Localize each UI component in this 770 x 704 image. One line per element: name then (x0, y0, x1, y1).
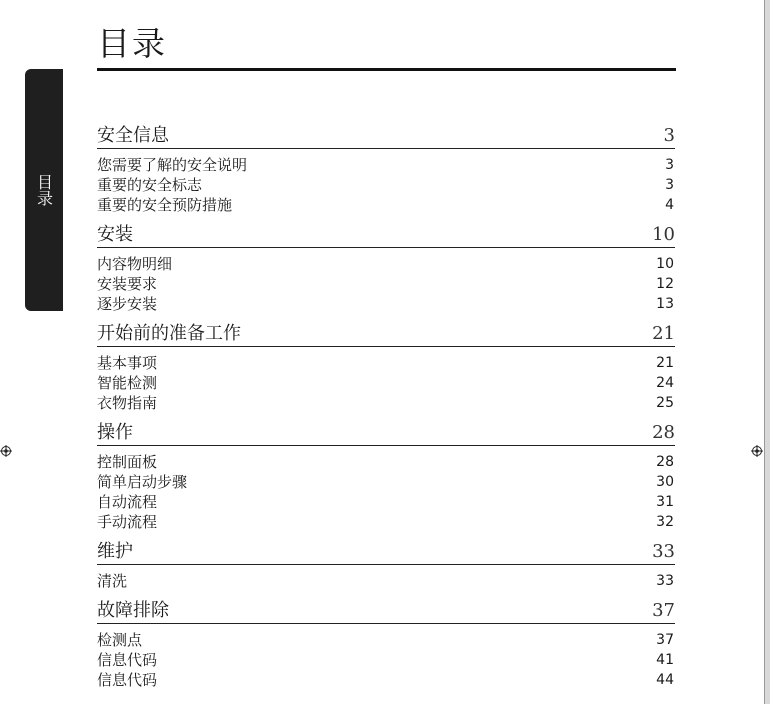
toc-section-heading[interactable] (97, 419, 675, 446)
toc-entry-title: 信息代码 (97, 671, 158, 689)
toc-entry-page: 3 (665, 157, 674, 173)
registration-mark-icon (0, 445, 12, 457)
toc-entry-title: 基本事项 (97, 354, 158, 372)
toc-entry-title: 检测点 (97, 631, 143, 649)
toc-section-title: 安装 (97, 224, 133, 245)
toc-entry[interactable] (97, 274, 675, 294)
page-edge (764, 0, 770, 704)
toc-entry[interactable] (97, 650, 675, 670)
toc-entry[interactable] (97, 452, 675, 472)
toc-entry-title: 手动流程 (97, 513, 158, 531)
toc-entry-title: 清洗 (97, 572, 128, 590)
toc-entry-title: 自动流程 (97, 493, 158, 511)
toc-entry-page: 13 (656, 296, 674, 312)
toc-entry-title: 衣物指南 (97, 394, 158, 412)
toc-entry-page: 25 (656, 395, 674, 411)
toc-entry-title: 安装要求 (97, 275, 158, 293)
toc-entry-title: 您需要了解的安全说明 (97, 156, 248, 174)
toc-entry[interactable] (97, 670, 675, 690)
table-of-contents (97, 122, 675, 696)
toc-section-page: 28 (652, 422, 675, 443)
toc-entry[interactable] (97, 373, 675, 393)
side-tab-label: 目录 (34, 174, 54, 206)
title-divider (97, 68, 676, 71)
toc-entry[interactable] (97, 512, 675, 532)
toc-entry[interactable] (97, 630, 675, 650)
toc-entry[interactable] (97, 195, 675, 215)
toc-entry-page: 12 (656, 276, 674, 292)
toc-section (97, 122, 675, 221)
toc-entry-page: 30 (656, 474, 674, 490)
toc-entry[interactable] (97, 254, 675, 274)
toc-section-title: 操作 (97, 422, 133, 443)
toc-entry-title: 重要的安全预防措施 (97, 196, 233, 214)
toc-entry-page: 37 (656, 632, 674, 648)
toc-entry-page: 24 (656, 375, 674, 391)
toc-entry[interactable] (97, 472, 675, 492)
toc-section-heading[interactable] (97, 597, 675, 624)
toc-entry[interactable] (97, 353, 675, 373)
toc-entry[interactable] (97, 492, 675, 512)
toc-entry-page: 10 (656, 256, 674, 272)
toc-section-page: 33 (652, 541, 675, 562)
toc-entry[interactable] (97, 571, 675, 591)
toc-section-page: 10 (652, 224, 675, 245)
toc-section-title: 故障排除 (97, 600, 169, 621)
toc-section-heading[interactable] (97, 538, 675, 565)
toc-section-page: 3 (663, 125, 675, 146)
toc-entry-title: 内容物明细 (97, 255, 173, 273)
toc-entry[interactable] (97, 155, 675, 175)
toc-section (97, 320, 675, 419)
toc-entry-title: 控制面板 (97, 453, 158, 471)
toc-section-page: 21 (652, 323, 675, 344)
toc-entry-page: 28 (656, 454, 674, 470)
toc-entry[interactable] (97, 393, 675, 413)
toc-entry-page: 4 (665, 197, 674, 213)
toc-entry-page: 21 (656, 355, 674, 371)
toc-section-title: 开始前的准备工作 (97, 323, 241, 344)
toc-section (97, 538, 675, 597)
toc-section-heading[interactable] (97, 320, 675, 347)
toc-section (97, 597, 675, 696)
toc-entry[interactable] (97, 294, 675, 314)
side-tab (25, 69, 63, 311)
toc-section (97, 419, 675, 538)
toc-section-heading[interactable] (97, 122, 675, 149)
toc-entry-page: 3 (665, 177, 674, 193)
toc-entry-page: 32 (656, 514, 674, 530)
toc-entry-title: 重要的安全标志 (97, 176, 203, 194)
toc-section-title: 安全信息 (97, 125, 169, 146)
toc-entry-title: 逐步安装 (97, 295, 158, 313)
toc-section-heading[interactable] (97, 221, 675, 248)
toc-entry-page: 44 (656, 672, 674, 688)
toc-entry-title: 智能检测 (97, 374, 158, 392)
toc-entry-page: 33 (656, 573, 674, 589)
toc-entry-title: 简单启动步骤 (97, 473, 188, 491)
page-title: 目录 (97, 24, 167, 63)
toc-entry-page: 31 (656, 494, 674, 510)
toc-entry-page: 41 (656, 652, 674, 668)
registration-mark-icon (751, 445, 763, 457)
toc-entry[interactable] (97, 175, 675, 195)
toc-section (97, 221, 675, 320)
toc-section-page: 37 (652, 600, 675, 621)
toc-entry-title: 信息代码 (97, 651, 158, 669)
toc-section-title: 维护 (97, 541, 133, 562)
